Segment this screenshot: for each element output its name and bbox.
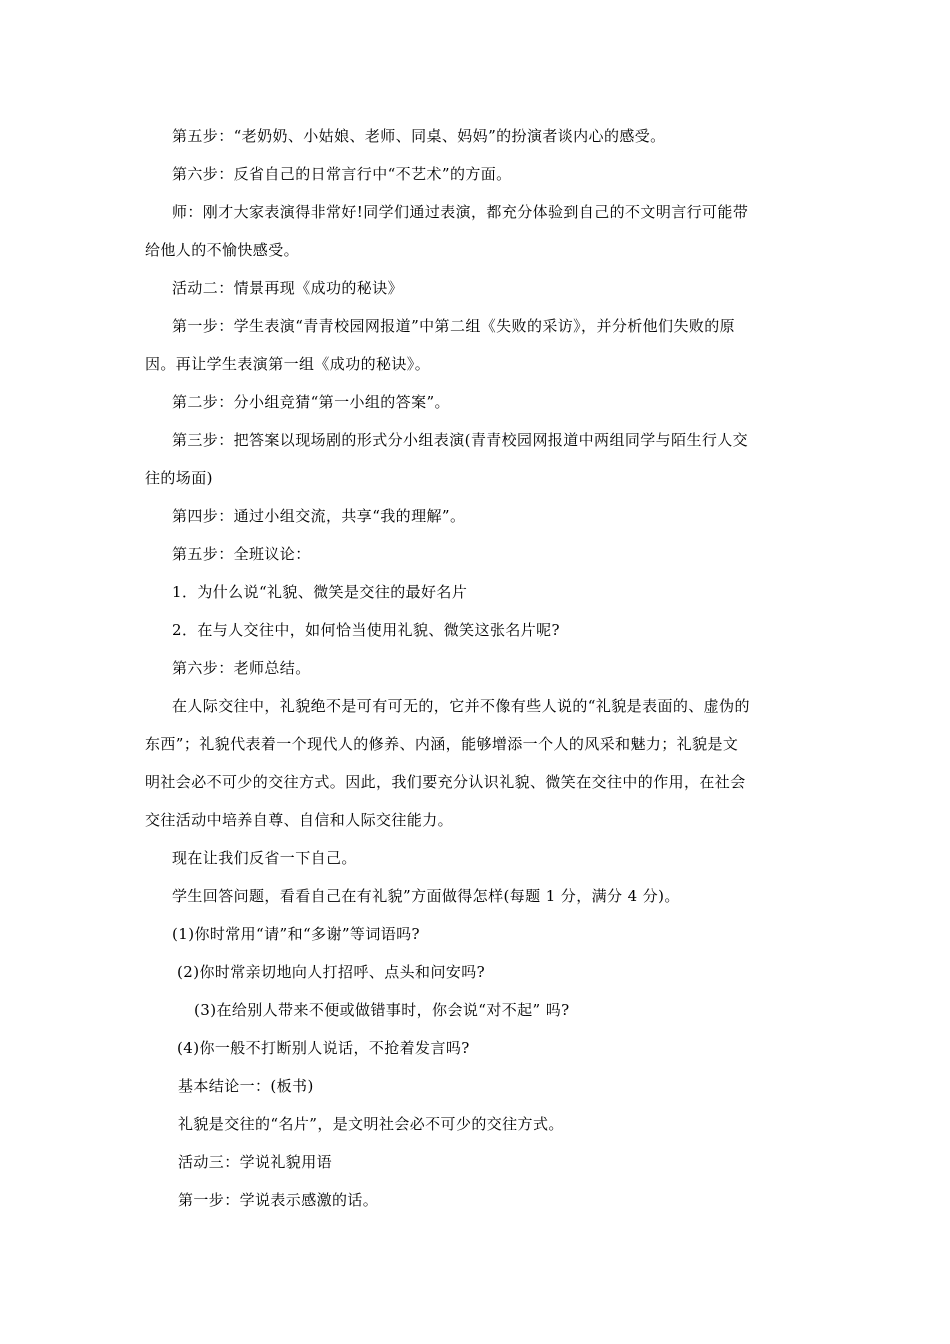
heading-activity-two: 活动二：情景再现《成功的秘诀》 [172, 279, 404, 297]
paragraph-step1-line1: 第一步：学生表演“青青校园网报道”中第二组《失败的采访》，并分析他们失败的原 [172, 317, 736, 335]
paragraph-step6-summary: 第六步：老师总结。 [172, 659, 311, 677]
heading-conclusion-one: 基本结论一：(板书) [178, 1077, 314, 1095]
paragraph-step5-discussion: 第五步：全班议论： [172, 545, 311, 563]
list-item-check-3: (3)在给别人带来不便或做错事时，你会说“对不起” 吗? [194, 1001, 570, 1019]
paragraph-summary-line2: 东西”；礼貌代表着一个现代人的修养、内涵，能够增添一个人的风采和魅力；礼貌是文 [145, 735, 739, 753]
paragraph-summary-line3: 明社会必不可少的交往方式。因此，我们要充分认识礼貌、微笑在交往中的作用，在社会 [145, 773, 746, 791]
paragraph-summary-line4: 交往活动中培养自尊、自信和人际交往能力。 [145, 811, 454, 829]
heading-activity-three: 活动三：学说礼貌用语 [178, 1153, 333, 1171]
paragraph-teacher-line2: 给他人的不愉快感受。 [145, 241, 300, 259]
paragraph-step5-actors: 第五步：“老奶奶、小姑娘、老师、同桌、妈妈”的扮演者谈内心的感受。 [172, 127, 666, 145]
paragraph-summary-line1: 在人际交往中，礼貌绝不是可有可无的，它并不像有些人说的“礼貌是表面的、虚伪的 [172, 697, 750, 715]
paragraph-step3-line2: 往的场面) [145, 469, 213, 487]
list-item-question-2: 2．在与人交往中，如何恰当使用礼貌、微笑这张名片呢? [172, 621, 560, 639]
paragraph-teacher-line1: 师：刚才大家表演得非常好!同学们通过表演，都充分体验到自己的不文明言行可能带 [172, 203, 749, 221]
paragraph-step1-gratitude: 第一步：学说表示感激的话。 [178, 1191, 379, 1209]
list-item-check-1: (1)你时常用“请”和“多谢”等词语吗? [172, 925, 420, 943]
paragraph-step2: 第二步：分小组竞猜“第一小组的答案”。 [172, 393, 450, 411]
paragraph-student-answer: 学生回答问题，看看自己在有礼貌”方面做得怎样(每题 1 分，满分 4 分)。 [172, 887, 680, 905]
paragraph-step3-line1: 第三步：把答案以现场剧的形式分小组表演(青青校园网报道中两组同学与陌生行人交 [172, 431, 749, 449]
paragraph-step4: 第四步：通过小组交流，共享“我的理解”。 [172, 507, 466, 525]
list-item-question-1: 1．为什么说“礼貌、微笑是交往的最好名片 [172, 583, 468, 601]
list-item-check-4: (4)你一般不打断别人说话，不抢着发言吗? [177, 1039, 470, 1057]
paragraph-step6-reflect: 第六步：反省自己的日常言行中“不艺术”的方面。 [172, 165, 512, 183]
paragraph-reflect-self: 现在让我们反省一下自己。 [172, 849, 357, 867]
paragraph-step1-line2: 因。再让学生表演第一组《成功的秘诀》。 [145, 355, 431, 373]
paragraph-conclusion-text: 礼貌是交往的“名片”，是文明社会必不可少的交往方式。 [178, 1115, 564, 1133]
list-item-check-2: (2)你时常亲切地向人打招呼、点头和问安吗? [177, 963, 486, 981]
